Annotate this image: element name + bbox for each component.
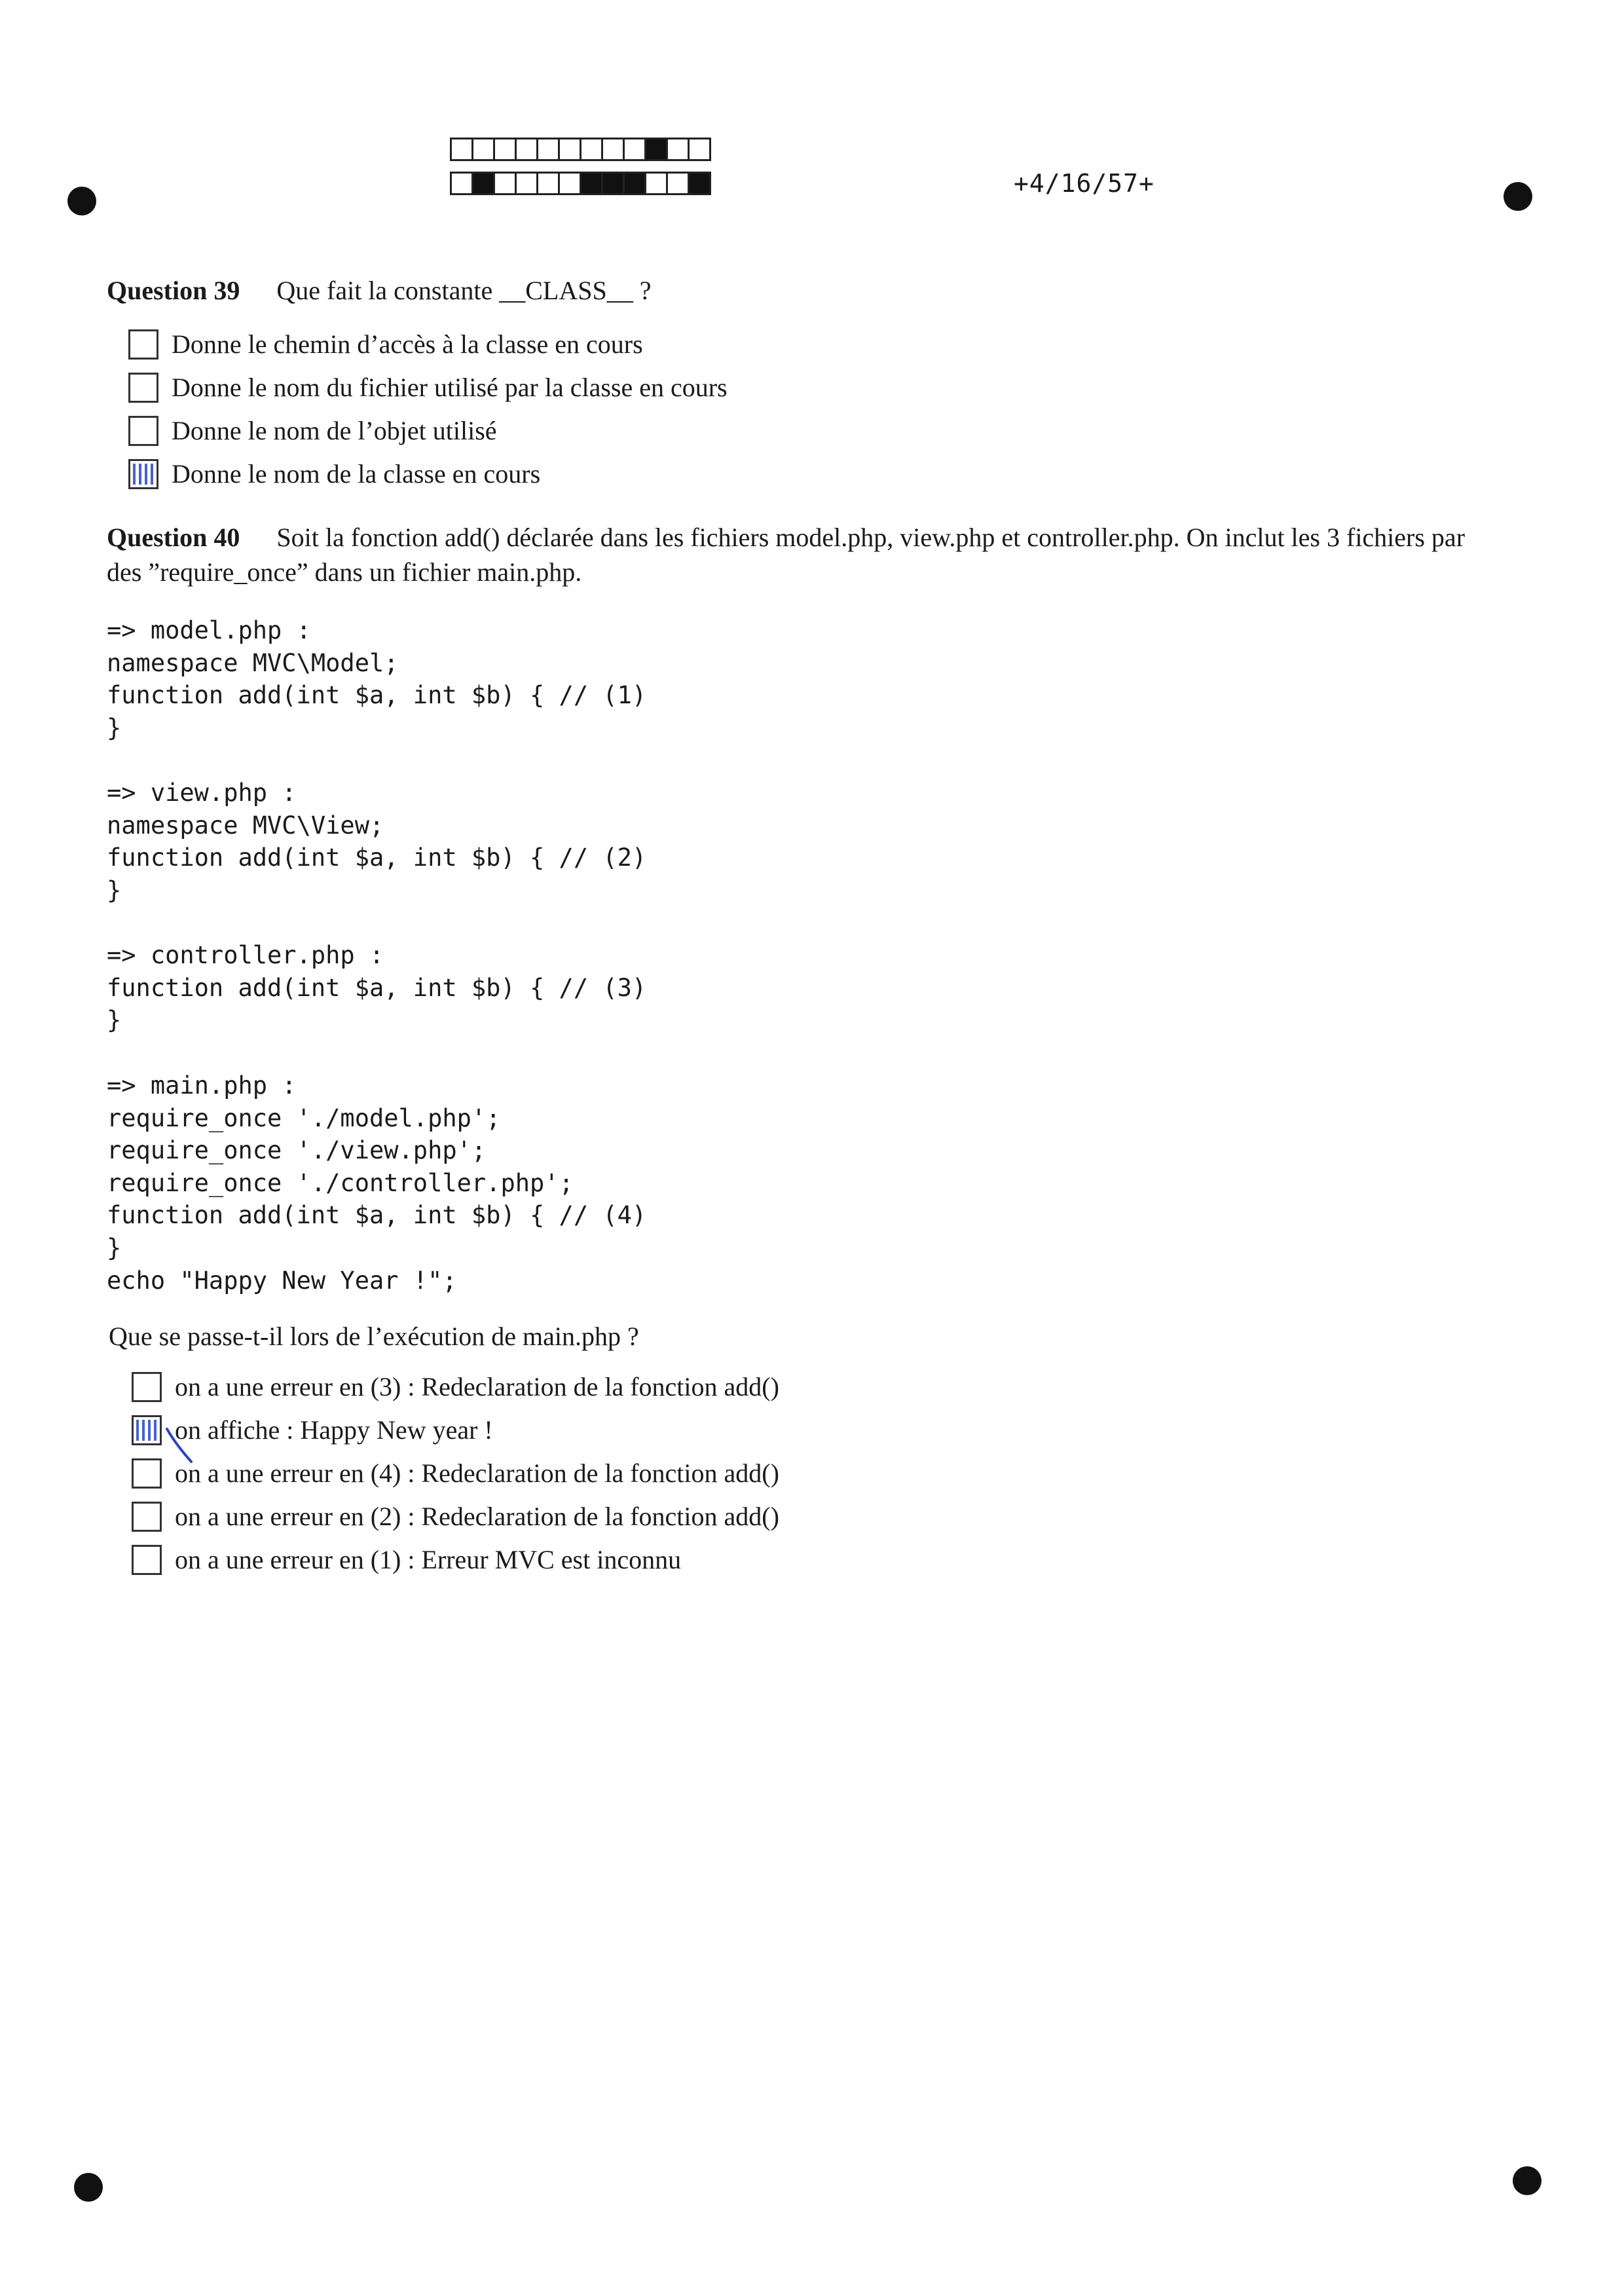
- code-block-model: => model.php : namespace MVC\Model; function add(int $a, int $b) { // (1) }: [107, 616, 647, 742]
- question-text: Que fait la constante __CLASS__ ?: [276, 276, 652, 305]
- code-block-view: => view.php : namespace MVC\View; function add(int $a, int $b) { // (2) }: [107, 779, 647, 904]
- choice-label: on a une erreur en (3) : Redeclaration de la fonction add(): [175, 1372, 779, 1401]
- choice-label: Donne le nom de l’objet utilisé: [172, 416, 497, 445]
- choice-label: on a une erreur en (4) : Redeclaration de la fonction add(): [175, 1458, 779, 1488]
- choice-label: on a une erreur en (2) : Redeclaration de la fonction add(): [175, 1502, 779, 1531]
- question-text: Soit la fonction add() déclarée dans les fichiers model.php, view.php et controller.php. On inclut les 3 fichiers par des ”require_once” dans un fichier main.php.: [107, 523, 1466, 587]
- code-block-main: => main.php : require_once './model.php'; require_once './view.php'; require_once './controller.php'; function add(int $a, int $b) { // (4) } echo "Happy New Year !";: [107, 1071, 647, 1295]
- choice-label: Donne le nom de la classe en cours: [172, 459, 541, 489]
- question-number: Question 40: [107, 523, 240, 552]
- code-block-controller: => controller.php : function add(int $a, int $b) { // (3) }: [107, 941, 647, 1035]
- choice-label: on a une erreur en (1) : Erreur MVC est inconnu: [175, 1545, 682, 1574]
- choice-label: Donne le chemin d’accès à la classe en cours: [172, 329, 643, 359]
- question-number: Question 39: [107, 276, 240, 305]
- page-id: +4/16/57+: [1014, 169, 1154, 198]
- choice-label: on affiche : Happy New year !: [175, 1415, 493, 1445]
- choice-label: Donne le nom du fichier utilisé par la classe en cours: [172, 373, 728, 402]
- question-40-prompt: Que se passe-t-il lors de l’exécution de main.php ?: [109, 1322, 639, 1351]
